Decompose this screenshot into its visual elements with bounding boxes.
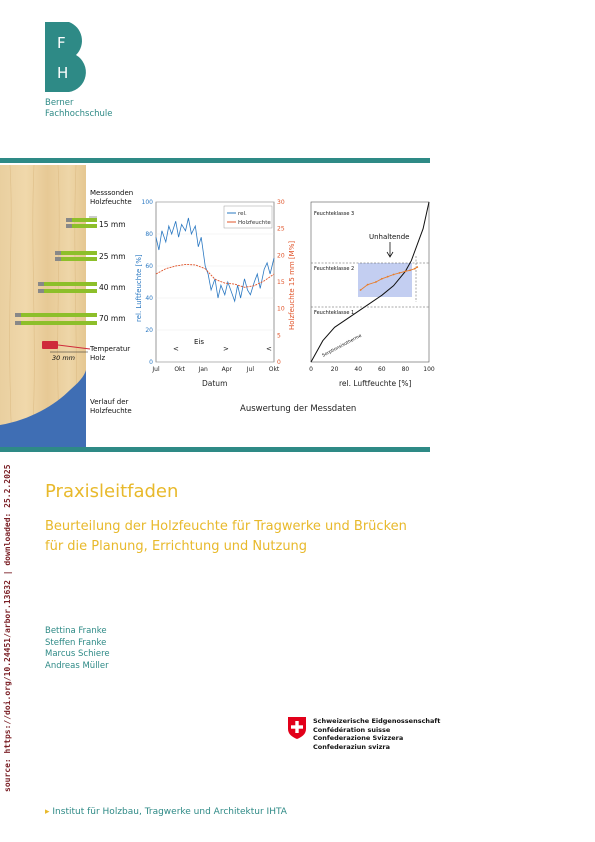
probe-40mm bbox=[38, 282, 97, 293]
ice-arrow-left: < bbox=[173, 345, 179, 353]
chart1-ytick: 40 bbox=[145, 295, 153, 302]
footer-institute bbox=[45, 807, 287, 817]
isotherm-label: Sorptionsisotherme bbox=[321, 333, 363, 359]
class3-label: Feuchteklasse 3 bbox=[314, 211, 355, 217]
sensor-label-70: 70 mm bbox=[99, 314, 126, 323]
admin-line-de: Schweizerische Eidgenossenschaft bbox=[313, 717, 441, 725]
moisture-label-line1: Verlauf der bbox=[90, 398, 129, 406]
author-list bbox=[45, 626, 110, 672]
chart1-y2tick: 0 bbox=[277, 359, 281, 366]
chart2-xtick: 40 bbox=[354, 366, 363, 373]
sorption-chart bbox=[305, 192, 435, 392]
temp-label bbox=[90, 345, 130, 363]
measured-point bbox=[409, 269, 411, 271]
measured-point bbox=[393, 274, 395, 276]
probe-15mm bbox=[66, 218, 97, 228]
document-title: Praxisleitfaden bbox=[45, 481, 179, 502]
moisture-label-line2: Holzfeuchte bbox=[90, 407, 132, 415]
admin-line-fr: Confédération suisse bbox=[313, 725, 391, 734]
ice-label: Eis bbox=[194, 338, 205, 346]
chart1-legend-wood: Holzfeuchte bbox=[238, 220, 271, 226]
chart1-legend bbox=[224, 206, 272, 228]
sensor-title-line1: Messsonden bbox=[90, 189, 134, 197]
measured-point bbox=[405, 270, 407, 272]
footer-institute-name: Institut für Holzbau, Tragwerke und Architektur IHTA bbox=[52, 807, 287, 817]
author-4: Andreas Müller bbox=[45, 660, 109, 671]
chart1-ytick: 80 bbox=[145, 231, 153, 238]
chart1-ytick: 60 bbox=[145, 263, 153, 270]
ice-arrow-right: > bbox=[223, 345, 229, 353]
chart1-legend-rh: rel. bbox=[238, 211, 247, 217]
measured-point bbox=[375, 281, 377, 283]
chart1-y2tick: 25 bbox=[277, 225, 285, 233]
chart1-y2tick: 20 bbox=[277, 252, 285, 260]
chart1-y2tick: 15 bbox=[277, 279, 285, 286]
class1-label: Feuchteklasse 1 bbox=[314, 310, 355, 316]
measured-point bbox=[399, 272, 401, 274]
temp-label-line1: Temperatur bbox=[90, 345, 131, 353]
probe-25mm bbox=[55, 251, 97, 261]
logo-name-line2: Fachhochschule bbox=[45, 109, 113, 119]
bfh-logo-mark bbox=[45, 22, 91, 92]
chart1-xtick: Apr bbox=[221, 366, 232, 373]
temp-label-line2: Holz bbox=[90, 354, 106, 362]
logo-letter-f: F bbox=[57, 34, 66, 52]
source-note: source: https://doi.org/10.24451/arbor.13632 | downloaded: 25.2.2025 bbox=[3, 464, 12, 792]
chart2-xlabel: rel. Luftfeuchte [%] bbox=[339, 379, 412, 388]
logo-name-line1: Berner bbox=[45, 98, 74, 108]
chart1-xlabel: Datum bbox=[202, 379, 228, 388]
sensor-title-line2: Holzfeuchte bbox=[90, 198, 132, 206]
chart2-xtick: 80 bbox=[401, 366, 410, 373]
swiss-shield-icon bbox=[287, 716, 307, 740]
measured-point bbox=[360, 289, 362, 291]
chart1-xtick: Okt bbox=[174, 366, 185, 373]
subtitle-line2: für die Planung, Errichtung und Nutzung bbox=[45, 539, 308, 554]
chart2-xtick: 60 bbox=[377, 366, 386, 373]
admin-line-it: Confederazione Svizzera bbox=[313, 734, 404, 742]
chart1-ytick: 20 bbox=[145, 327, 153, 334]
measured-point bbox=[381, 278, 383, 280]
chart2-xtick: 20 bbox=[330, 366, 339, 373]
measured-point bbox=[414, 268, 416, 270]
chart1-ytick: 0 bbox=[149, 359, 153, 366]
class2-highlight bbox=[358, 263, 412, 297]
temperature-probe bbox=[42, 341, 90, 352]
chart1-y2tick: 5 bbox=[277, 332, 281, 340]
unhaltende-label: Unhaltende bbox=[369, 233, 410, 241]
chart1-xtick: Okt bbox=[268, 366, 280, 373]
sensor-title bbox=[90, 189, 133, 207]
end-arrow: < bbox=[266, 345, 272, 353]
author-1: Bettina Franke bbox=[45, 626, 107, 636]
subtitle-line1: Beurteilung der Holzfeuchte für Tragwerke und Brücken bbox=[45, 519, 407, 534]
class2-label: Feuchteklasse 2 bbox=[314, 266, 355, 272]
sensor-label-15: 15 mm bbox=[99, 220, 126, 229]
author-3: Marcus Schiere bbox=[45, 649, 110, 659]
temp-depth-label: 30 mm bbox=[52, 354, 76, 362]
top-band bbox=[0, 158, 430, 163]
sensor-label-40: 40 mm bbox=[99, 283, 126, 292]
author-2: Steffen Franke bbox=[45, 637, 107, 648]
chart1-y2tick: 30 bbox=[277, 199, 285, 206]
chart1-y2label: Holzfeuchte 15 mm [M%] bbox=[288, 240, 296, 330]
chart1-xtick: Jul bbox=[152, 366, 160, 373]
bottom-band bbox=[0, 447, 430, 452]
footer-arrow-icon: ▸ bbox=[45, 807, 50, 817]
moisture-label bbox=[90, 398, 132, 416]
timeseries-chart bbox=[135, 192, 298, 392]
chart1-ylabel: rel. Luftfeuchte [%] bbox=[135, 254, 143, 322]
measured-point bbox=[416, 266, 418, 268]
swiss-admin-text bbox=[313, 717, 440, 751]
document-subtitle bbox=[45, 517, 407, 557]
measured-point bbox=[387, 276, 389, 278]
chart1-y2tick: 10 bbox=[277, 305, 285, 313]
chart1-xtick: Jan bbox=[198, 366, 208, 373]
figure-caption: Auswertung der Messdaten bbox=[240, 404, 357, 414]
chart1-ytick: 100 bbox=[141, 199, 153, 206]
measured-point bbox=[367, 284, 369, 286]
logo-wordmark bbox=[45, 98, 113, 120]
logo-letter-h: H bbox=[57, 64, 69, 82]
admin-line-rm: Confederaziun svizra bbox=[313, 742, 390, 751]
sensor-label-25: 25 mm bbox=[99, 252, 126, 261]
chart2-xtick: 0 bbox=[309, 366, 313, 373]
chart1-xtick: Jul bbox=[246, 366, 255, 373]
probe-70mm bbox=[15, 313, 97, 325]
chart2-xtick: 100 bbox=[423, 366, 435, 373]
